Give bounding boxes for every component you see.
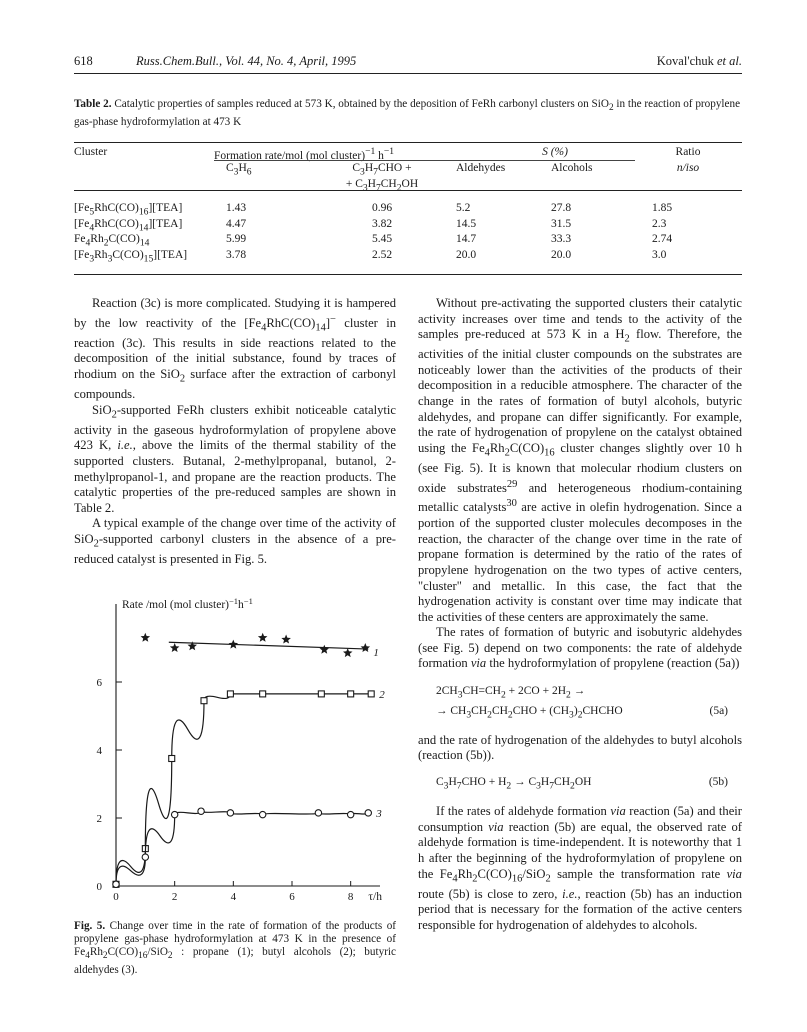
journal-citation: Russ.Chem.Bull., Vol. 44, No. 4, April, 1995 — [136, 54, 357, 68]
table-cell-c3h7cho: 0.96 — [371, 202, 393, 214]
right-paragraph-2: The rates of formation of butyric and isobutyric aldehydes (see Fig. 5) depend on two components: the rate of aldehyde formation via the hydroformylation of propylene (reaction (5a)) — [418, 625, 742, 671]
equation-5a-line-1: $2CH_3CH=CH_2 + 2CO + 2H_2$ → — [436, 685, 586, 701]
table-cell-cluster: $Fe_4Rh_2C(CO)_{14}$ — [74, 233, 150, 249]
series-2-point — [318, 691, 324, 697]
figure-5-plot — [84, 590, 394, 910]
series-1-label: 1 — [373, 647, 379, 659]
x-tick-label: 2 — [171, 891, 178, 903]
figure-caption-label: Fig. 5. — [74, 920, 106, 932]
table-cell-cluster: $[Fe_3Rh_3C(CO)_{15}][TEA]$ — [74, 248, 188, 265]
table-cell-c3h6: 5.99 — [226, 233, 247, 246]
series-3-point — [198, 808, 204, 814]
table-caption-label: Table 2. — [74, 98, 112, 110]
series-2-point — [368, 691, 374, 697]
series-3-point — [227, 810, 233, 816]
col-header-ratio: Ratio — [675, 146, 701, 158]
series-3-point — [171, 811, 177, 817]
series-1-line — [169, 642, 368, 649]
left-paragraph-2: SiO$_2$-supported FeRh clusters exhibit noticeable catalytic activity in the gaseous hydroformylation of propylene above 423 K, i.e., above the limits of the thermal stability of the supported clusters. Butanal, 2-methylpropanal, butanol, 2-methylpropanol-1, and propane are the reaction products. The catalytic properties of the pre-reduced samples are shown in Table 2. — [74, 402, 396, 515]
y-tick-label: 4 — [96, 745, 102, 757]
running-header — [74, 54, 742, 72]
data-table — [74, 136, 742, 284]
equation-5a-line-2-row — [436, 703, 742, 723]
right-column — [418, 296, 742, 933]
left-column — [74, 296, 396, 568]
x-tick-label: 0 — [113, 891, 119, 903]
equation-5b — [418, 774, 742, 794]
series-2-label: 2 — [379, 688, 385, 701]
series-3-point — [142, 854, 148, 860]
table-caption-text: Catalytic properties of samples reduced at 573 K, obtained by the deposition of FeRh carbonyl clusters on SiO$_2$ in the reaction of propylene gas-phase hydroformylation at 473 K — [74, 98, 741, 128]
equation-5a — [418, 683, 742, 724]
series-1-point — [281, 635, 291, 644]
table-cell-ratio: 1.85 — [652, 202, 673, 214]
series-3-point — [259, 811, 265, 817]
series-2-point — [227, 691, 233, 697]
table-cell-alcohols: 20.0 — [551, 248, 572, 261]
series-1-point — [229, 640, 239, 649]
x-tick-label: 6 — [289, 891, 295, 903]
table-cell-cluster: $[Fe_4RhC(CO)_{14}][TEA]$ — [74, 217, 183, 233]
table-cell-c3h7cho: 3.82 — [371, 217, 393, 230]
left-paragraph-3: A typical example of the change over time of the activity of SiO$_2$-supported carbonyl clusters in the absence of a pre-reduced catalyst is presented in Fig. 5. — [74, 516, 396, 567]
page-number: 618 — [74, 54, 93, 68]
series-2-point — [260, 691, 266, 697]
col-header-c3h6: $C_3H_6$ — [226, 162, 252, 178]
table-cell-c3h6: 4.47 — [226, 217, 247, 230]
series-1-point — [258, 633, 268, 642]
table-cell-ratio: 3.0 — [652, 248, 667, 261]
table-cell-aldehydes: 14.5 — [456, 217, 477, 230]
figure-caption — [74, 920, 396, 977]
table-cell-c3h7cho: 2.52 — [371, 248, 393, 261]
header-rule — [74, 73, 742, 74]
equation-5a-line-2: → $CH_3CH_2CH_2CHO$ + $(CH_3)_2CHCHO$ — [436, 705, 623, 721]
author-line: Koval'chuk et al. — [656, 54, 742, 68]
series-2-point — [169, 756, 175, 762]
figure-caption-text: Change over time in the rate of formation of the products of propylene gas-phase hydroformylation at 473 K in the presence of $Fe_4Rh_2C(CO)_{16}/SiO_2$ : propane (1); butyl alcohols (2); butyric aldehydes (3). — [74, 920, 397, 976]
subheader-rule-s — [455, 160, 635, 161]
series-3-point — [365, 810, 371, 816]
subheader-rule-rate — [214, 160, 469, 161]
series-3-point — [113, 881, 119, 887]
series-1-point — [343, 648, 353, 657]
y-tick-label: 2 — [96, 813, 102, 825]
y-tick-label: 6 — [96, 677, 102, 689]
col-header-aldehydes: Aldehydes — [456, 162, 506, 174]
table-cell-c3h6: 1.43 — [226, 202, 247, 214]
right-paragraph-4: If the rates of aldehyde formation via reaction (5a) and their consumption via reaction (5b) are equal, the observed rate of aldehyde formation is time-independent. It is noteworthy that 1 h after the beginning of the hydroformylation of propylene on the $Fe_4Rh_2C(CO)_{16}/SiO_2$ sample the transformation rate via route (5b) is close to zero, i.e., reaction (5b) has an induction period that is necessary for the formation of the active centers responsible for hydrogenation of aldehydes to alcohols. — [418, 804, 743, 932]
right-paragraph-1: Without pre-activating the supported clusters their catalytic activity increases over time and tends to the activity of the samples pre-reduced at 573 K in a $H_2$ flow. Therefore, the activities of the initial cluster compounds on the substrates are noticeably lower than the activities of the products of their decomposition in a reducible atmosphere. The character of the change in the rates of formation of butyl alcohols, butyric aldehydes, and propane can differ significantly. For example, the rate of hydrogenation of propylene on the catalyst obtained using the $Fe_4Rh_2C(CO)_{16}$ cluster changes slightly over 10 h (see Fig. 5). It is known that molecular rhodium clusters on oxide substrates$^{29}$ and heterogeneous rhodium-containing metallic catalysts$^{30}$ are active in olefin hydrogenation. Since a portion of the supported cluster molecules decomposes in the reaction, the character of the change over time in the rate of propane formation is determined by the ratio of the rates of propylene hydrogenation on the two types of active centers, "cluster" and metallic. In this case, the fact that the hydrogenation activity is constant over time may indicate that the activities of these centers are approximately the same. — [418, 296, 742, 624]
table-cell-alcohols: 33.3 — [551, 233, 572, 246]
table-cell-aldehydes: 20.0 — [456, 248, 477, 261]
series-2-line — [116, 694, 371, 884]
col-header-n-iso: n/iso — [676, 162, 700, 174]
x-axis-label: τ/h — [368, 891, 382, 903]
col-header-selectivity: S (%) — [542, 146, 568, 158]
x-tick-label: 8 — [347, 891, 354, 903]
left-paragraph-1: Reaction (3c) is more complicated. Studying it is hampered by the low reactivity of the $[Fe_4RhC(CO)_{14}]^-$ cluster in reaction (3c). This results in side reactions related to the decomposition of the initial substance, found by traces of rhodium on the SiO$_2$ surface after the extraction of carbonyl compounds. — [74, 296, 396, 402]
table-header-rule — [74, 190, 742, 191]
table-cell-aldehydes: 14.7 — [456, 233, 477, 246]
x-tick-label: 4 — [230, 891, 237, 903]
table-cell-cluster: $[Fe_5RhC(CO)_{16}][TEA]$ — [74, 202, 183, 218]
col-header-formation-rate: Formation rate/mol (mol cluster)$^{-1}$ $h^{-1}$ — [214, 146, 395, 162]
right-paragraph-3: and the rate of hydrogenation of the aldehydes to butyl alcohols (reaction (5b)). — [418, 732, 742, 763]
table-cell-alcohols: 31.5 — [551, 217, 572, 230]
table-caption — [74, 98, 742, 129]
series-3-line — [116, 811, 368, 884]
series-3-point — [315, 810, 321, 816]
series-2-point — [201, 698, 207, 704]
col-header-c3h7cho: $C_3H_7CHO$ + + $C_3H_7CH_2OH$ — [345, 162, 419, 194]
equation-5a-label: (5a) — [709, 705, 728, 718]
series-1-point — [170, 643, 180, 652]
table-cell-c3h6: 3.78 — [226, 248, 247, 261]
table-cell-ratio: 2.3 — [652, 217, 667, 230]
series-1-point — [141, 633, 151, 642]
figure-5 — [84, 590, 394, 910]
series-1-point — [320, 645, 330, 654]
table-top-rule — [74, 142, 742, 143]
table-cell-alcohols: 27.8 — [551, 202, 572, 214]
series-3-point — [347, 811, 353, 817]
y-axis-label: Rate /mol (mol $cluster)^{-1}h^{-1}$ — [122, 596, 253, 611]
table-cell-ratio: 2.74 — [652, 233, 673, 246]
equation-5b-label: (5b) — [708, 775, 728, 788]
table-cell-aldehydes: 5.2 — [456, 202, 471, 214]
series-1-point — [361, 643, 371, 652]
y-tick-label: 0 — [96, 881, 102, 893]
col-header-cluster: Cluster — [74, 146, 108, 158]
table-cell-c3h7cho: 5.45 — [371, 233, 393, 246]
series-3-label: 3 — [376, 807, 382, 820]
series-2-point — [348, 691, 354, 697]
table-bottom-rule — [74, 274, 742, 275]
col-header-alcohols: Alcohols — [551, 162, 593, 174]
equation-5b-text: $C_3H_7CHO + H_2 \to C_3H_7CH_2OH$ — [436, 775, 592, 792]
